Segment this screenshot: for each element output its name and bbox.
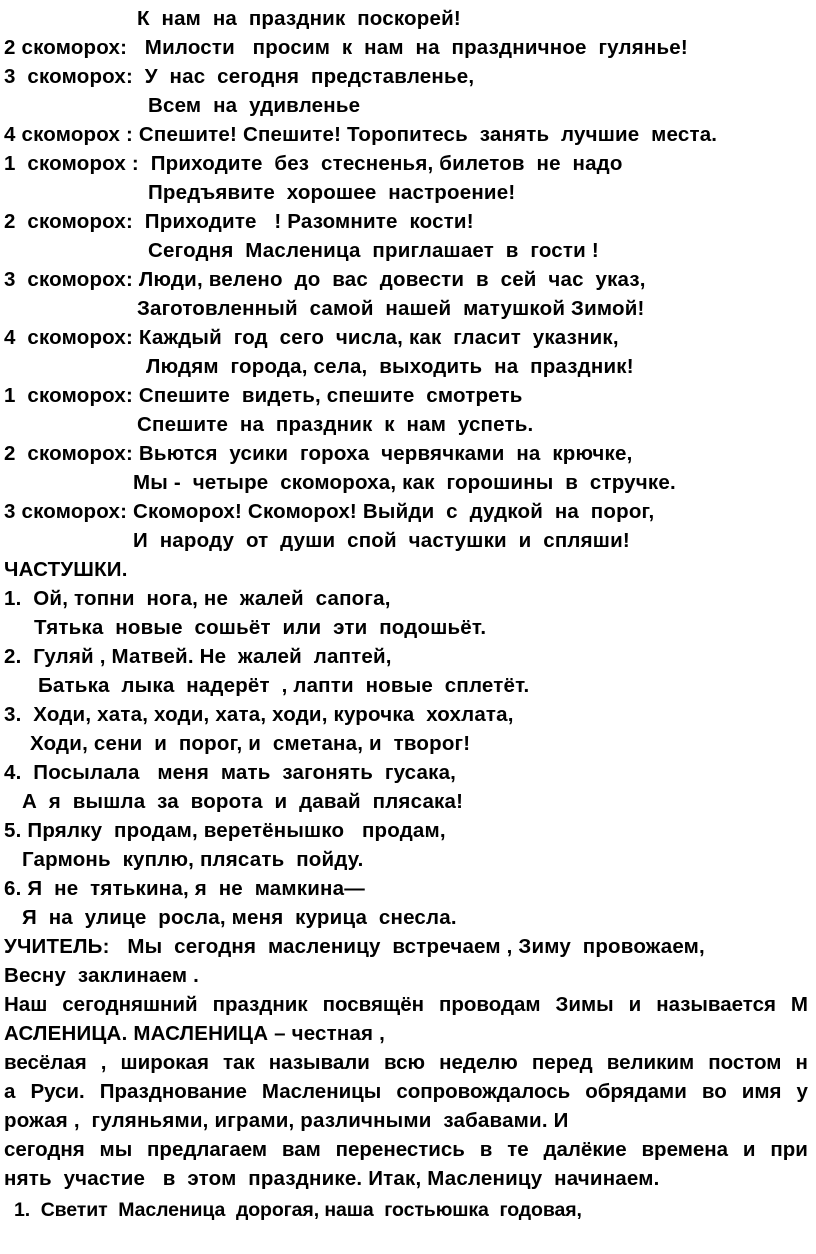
teacher-line-1: УЧИТЕЛЬ: Мы сегодня масленицу встречаем , Зиму провожаем, [4, 935, 705, 958]
word: времена [641, 1138, 729, 1161]
word: Наш [4, 993, 48, 1016]
script-line-8: 2 скоморох: Приходите ! Разомните кости! [4, 210, 474, 233]
word: мы [99, 1138, 133, 1161]
chastushka-line-7: 4. Посылала меня мать загонять гусака, [4, 761, 457, 784]
script-line-19: И народу от души спой частушки и спляши! [133, 529, 630, 552]
chastushka-line-1: 1. Ой, топни нога, не жалей сапога, [4, 587, 391, 610]
teacher-paragraph-3-line-2: нять участие в этом празднике. Итак, Масленицу начинаем. [4, 1167, 660, 1190]
word: те [507, 1138, 529, 1161]
chastushka-line-3: 2. Гуляй , Матвей. Не жалей лаптей, [4, 645, 392, 668]
teacher-paragraph-2-line-3: рожая , гуляньями, играми, различными забавами. И [4, 1109, 569, 1132]
script-line-1: К нам на праздник поскорей! [137, 7, 461, 30]
script-line-10: 3 скоморох: Люди, велено до вас довести в сей час указ, [4, 268, 646, 291]
word: перенестись [335, 1138, 465, 1161]
word: сегодня [4, 1138, 85, 1161]
word: неделю [439, 1051, 518, 1074]
script-line-4: Всем на удивленье [148, 94, 361, 117]
teacher-paragraph-1-line-1 [4, 991, 808, 1019]
script-line-13: Людям города, села, выходить на праздник! [146, 355, 634, 378]
word: посвящён [322, 993, 424, 1016]
teacher-paragraph-3-line-1 [4, 1136, 808, 1164]
word: предлагаем [147, 1138, 268, 1161]
chastushka-line-8: А я вышла за ворота и давай плясака! [22, 790, 464, 813]
script-line-5: 4 скоморох : Спешите! Спешите! Торопитесь занять лучшие места. [4, 123, 718, 146]
chastushka-line-2: Тятька новые сошьёт или эти подошьёт. [34, 616, 487, 639]
word: всю [383, 1051, 425, 1074]
chastushki-heading: ЧАСТУШКИ. [4, 558, 128, 581]
teacher-line-2: Весну заклинаем . [4, 964, 200, 987]
word: во [701, 1080, 727, 1103]
word: Зимы [555, 993, 614, 1016]
word: , [100, 1051, 107, 1074]
word: при [770, 1138, 808, 1161]
word: называется [656, 993, 776, 1016]
chastushka-line-9: 5. Прялку продам, веретёнышко продам, [4, 819, 446, 842]
word: вам [281, 1138, 321, 1161]
word: называли [268, 1051, 370, 1074]
teacher-paragraph-2-line-2 [4, 1078, 808, 1106]
script-line-6: 1 скоморох : Приходите без стесненья, билетов не надо [4, 152, 623, 175]
word: обрядами [585, 1080, 687, 1103]
word: в [479, 1138, 493, 1161]
word: перед [531, 1051, 593, 1074]
script-line-11: Заготовленный самой нашей матушкой Зимой! [137, 297, 645, 320]
script-line-15: Спешите на праздник к нам успеть. [137, 413, 534, 436]
chastushka-line-10: Гармонь куплю, плясать пойду. [22, 848, 364, 871]
word: праздник [212, 993, 308, 1016]
script-line-2: 2 скоморох: Милости просим к нам на праздничное гулянье! [4, 36, 688, 59]
word: великим [606, 1051, 695, 1074]
word: М [790, 993, 808, 1016]
word: постом [708, 1051, 782, 1074]
chastushka-line-5: 3. Ходи, хата, ходи, хата, ходи, курочка хохлата, [4, 703, 514, 726]
word: Масленицы [261, 1080, 382, 1103]
teacher-paragraph-2-line-1 [4, 1049, 808, 1077]
word: сопровождалось [396, 1080, 571, 1103]
script-line-3: 3 скоморох: У нас сегодня представленье, [4, 65, 475, 88]
word: проводам [438, 993, 541, 1016]
script-line-14: 1 скоморох: Спешите видеть, спешите смотреть [4, 384, 523, 407]
word: а [4, 1080, 16, 1103]
word: далёкие [543, 1138, 627, 1161]
word: весёлая [4, 1051, 87, 1074]
word: широкая [120, 1051, 209, 1074]
script-line-12: 4 скоморох: Каждый год сего числа, как гласит указник, [4, 326, 619, 349]
word: н [795, 1051, 808, 1074]
chastushka-line-6: Ходи, сени и порог, и сметана, и творог! [30, 732, 471, 755]
word: и [742, 1138, 756, 1161]
word: имя [741, 1080, 782, 1103]
teacher-paragraph-1-line-2: АСЛЕНИЦА. МАСЛЕНИЦА – честная , [4, 1022, 385, 1045]
script-line-18: 3 скоморох: Скоморох! Скоморох! Выйди с дудкой на порог, [4, 500, 655, 523]
word: и [628, 993, 642, 1016]
word: у [796, 1080, 808, 1103]
chastushka-line-4: Батька лыка надерёт , лапти новые сплетёт. [38, 674, 530, 697]
chastushka-line-12: Я на улице росла, меня курица снесла. [22, 906, 457, 929]
word: Празднование [99, 1080, 247, 1103]
script-line-16: 2 скоморох: Вьются усики гороха червячками на крючке, [4, 442, 633, 465]
chastushka-line-11: 6. Я не тятькина, я не мамкина— [4, 877, 365, 900]
script-line-17: Мы - четыре скомороха, как горошины в стручке. [133, 471, 676, 494]
word: так [223, 1051, 255, 1074]
word: сегодняшний [62, 993, 198, 1016]
word: Руси. [30, 1080, 85, 1103]
script-line-7: Предъявите хорошее настроение! [148, 181, 516, 204]
song-line-1: 1. Светит Масленица дорогая, наша гостьюшка годовая, [14, 1199, 582, 1221]
script-line-9: Сегодня Масленица приглашает в гости ! [148, 239, 599, 262]
